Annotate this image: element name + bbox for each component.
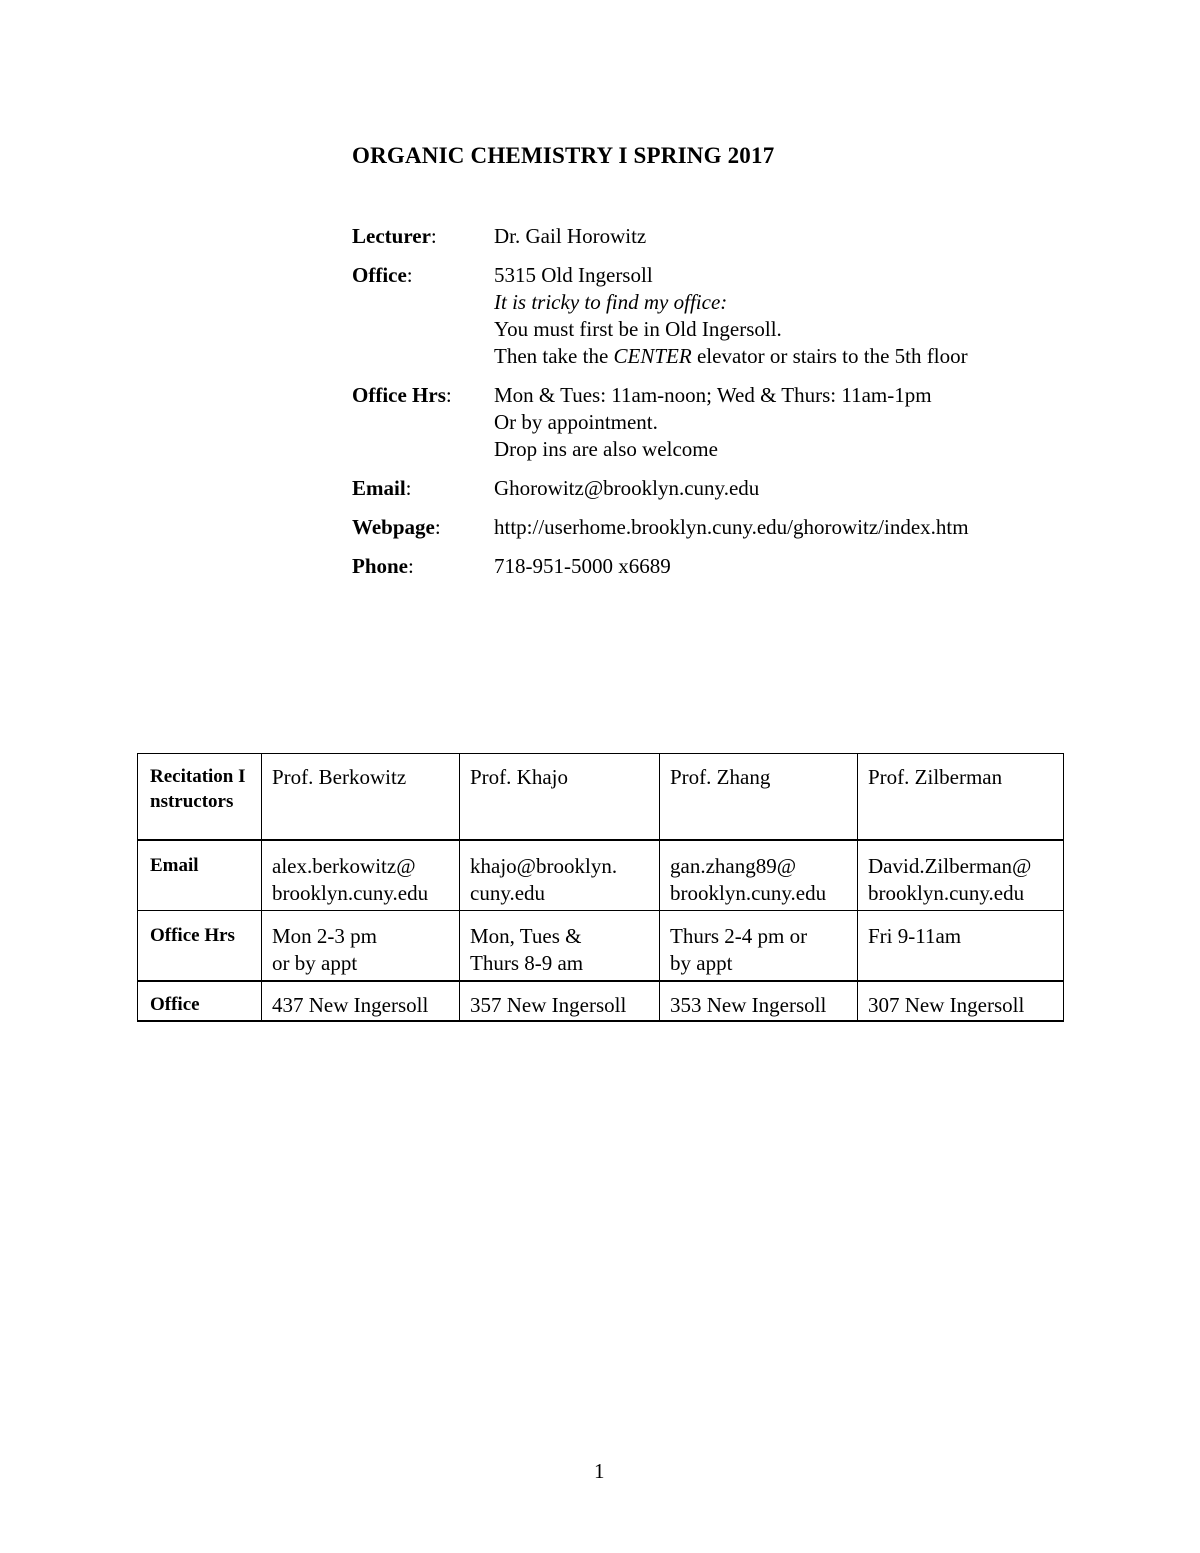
webpage-row (352, 514, 1072, 541)
webpage-label: Webpage: (352, 515, 441, 539)
instructor-office-hrs: Thurs 2-4 pm or by appt (660, 911, 858, 982)
instructor-office-hrs: Mon 2-3 pm or by appt (262, 911, 460, 982)
lecturer-label: Lecturer: (352, 224, 437, 248)
instructor-email[interactable]: alex.berkowitz@ brooklyn.cuny.edu (262, 840, 460, 911)
table-row (138, 911, 1064, 982)
instructor-name: Prof. Berkowitz (262, 754, 460, 841)
recitation-instructors-table (137, 753, 1064, 1022)
instructor-office-hrs: Mon, Tues & Thurs 8-9 am (460, 911, 660, 982)
row-header-office: Office (138, 981, 262, 1021)
email-value[interactable]: Ghorowitz@brooklyn.cuny.edu (494, 476, 760, 500)
email-row (352, 475, 1072, 502)
document-title: ORGANIC CHEMISTRY I SPRING 2017 (352, 143, 775, 168)
office-label: Office: (352, 263, 413, 287)
phone-row (352, 553, 1072, 580)
instructor-name: Prof. Khajo (460, 754, 660, 841)
page-number: 1 (594, 1459, 605, 1483)
instructor-name: Prof. Zilberman (858, 754, 1064, 841)
instructor-email[interactable]: khajo@brooklyn. cuny.edu (460, 840, 660, 911)
office-hrs-value (494, 382, 1072, 463)
row-header-email: Email (138, 840, 262, 911)
row-header-office-hrs: Office Hrs (138, 911, 262, 982)
lecturer-row (352, 223, 1072, 250)
instructor-office: 437 New Ingersoll (262, 981, 460, 1021)
row-header-instructors: Recitation Instructors (138, 754, 262, 841)
instructor-office: 357 New Ingersoll (460, 981, 660, 1021)
lecturer-info (352, 223, 1072, 592)
instructor-office: 353 New Ingersoll (660, 981, 858, 1021)
office-row (352, 262, 1072, 370)
office-hrs-dropins: Drop ins are also welcome (494, 437, 718, 461)
instructor-name: Prof. Zhang (660, 754, 858, 841)
instructor-email[interactable]: David.Zilberman@ brooklyn.cuny.edu (858, 840, 1064, 911)
instructor-office-hrs: Fri 9-11am (858, 911, 1064, 982)
office-hrs-schedule: Mon & Tues: 11am-noon; Wed & Thurs: 11am-1pm (494, 383, 932, 407)
email-label: Email: (352, 476, 412, 500)
lecturer-value: Dr. Gail Horowitz (494, 224, 647, 248)
phone-value: 718-951-5000 x6689 (494, 554, 671, 578)
office-location: 5315 Old Ingersoll (494, 263, 653, 287)
office-direction-1: You must first be in Old Ingersoll. (494, 317, 782, 341)
instructor-office: 307 New Ingersoll (858, 981, 1064, 1021)
phone-label: Phone: (352, 554, 414, 578)
office-hrs-appointment: Or by appointment. (494, 410, 658, 434)
instructor-email[interactable]: gan.zhang89@ brooklyn.cuny.edu (660, 840, 858, 911)
office-hrs-label: Office Hrs: (352, 383, 452, 407)
table-row (138, 754, 1064, 841)
table-row (138, 840, 1064, 911)
office-direction-2: Then take the CENTER elevator or stairs to the 5th floor (494, 344, 968, 368)
office-hrs-row (352, 382, 1072, 463)
office-value (494, 262, 1072, 370)
office-note: It is tricky to find my office: (494, 290, 728, 314)
table-row (138, 981, 1064, 1021)
webpage-link[interactable]: http://userhome.brooklyn.cuny.edu/ghorowitz/index.htm (494, 515, 969, 539)
